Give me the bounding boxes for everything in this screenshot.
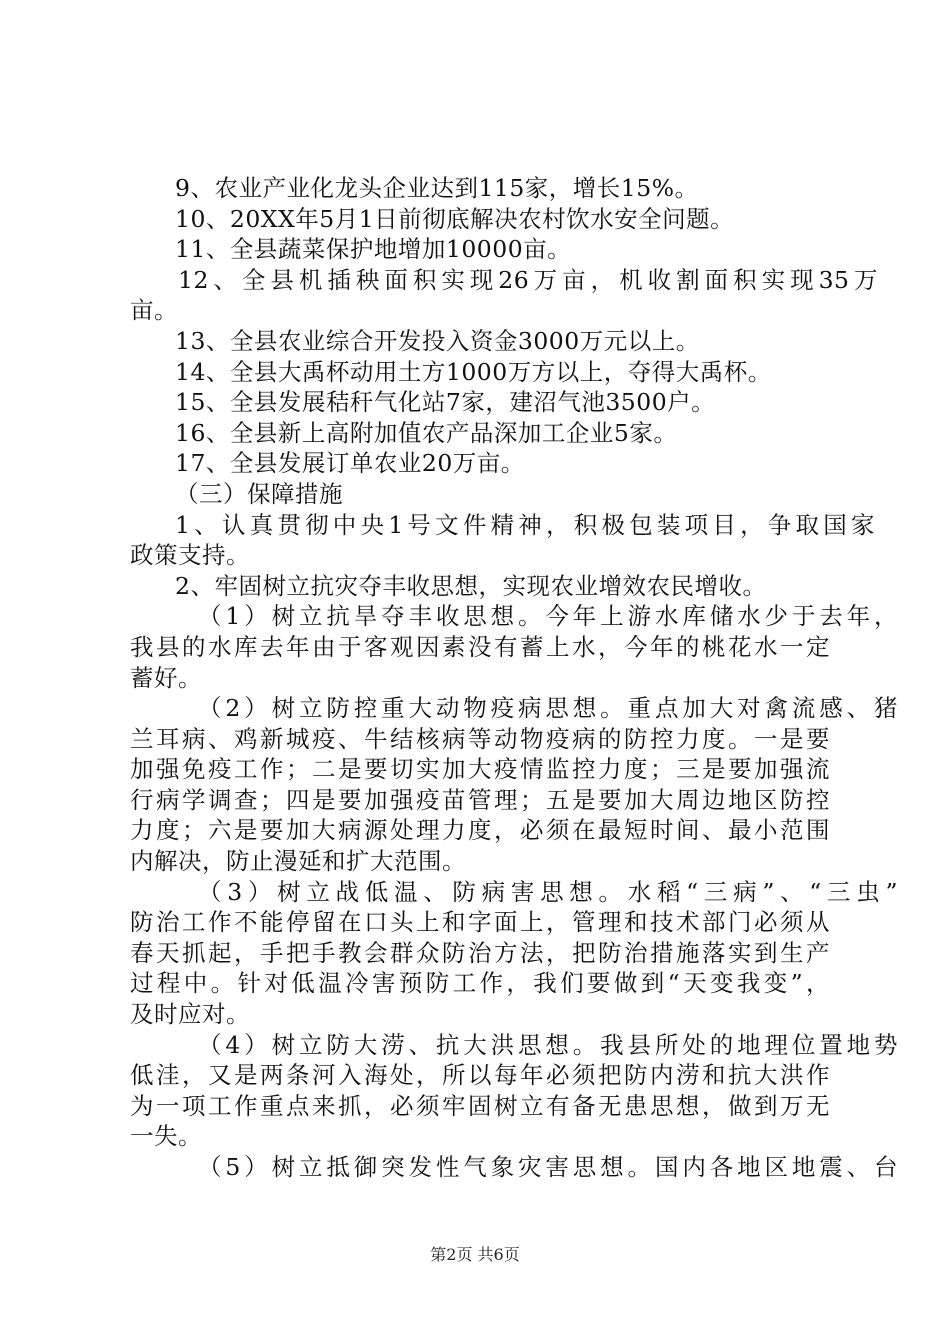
list-item-17: 17、全县发展订单农业20万亩。 xyxy=(175,449,525,478)
list-item-12: 12、全县机插秧面积实现26万亩，机收割面积实现35万 xyxy=(178,265,878,294)
sub-measure-2-line-4: 行病学调查；四是要加强疫苗管理；五是要加大周边地区防控 xyxy=(130,785,830,814)
sub-measure-2-line-2: 兰耳病、鸡新城疫、牛结核病等动物疫病的防控力度。一是要 xyxy=(130,724,830,753)
sub-measure-3-line-4: 过程中。针对低温冷害预防工作，我们要做到“天变我变”， xyxy=(130,969,830,998)
sub-measure-2-line-5: 力度；六是要加大病源处理力度，必须在最短时间、最小范围 xyxy=(130,816,830,845)
list-item-15: 15、全县发展秸秆气化站7家，建沼气池3500户。 xyxy=(175,388,716,417)
sub-measure-3-line-5: 及时应对。 xyxy=(130,1000,250,1029)
sub-measure-3-line-3: 春天抓起，手把手教会群众防治方法，把防治措施落实到生产 xyxy=(130,938,830,967)
sub-measure-1-line-3: 蓄好。 xyxy=(130,663,202,692)
list-item-9: 9、农业产业化龙头企业达到115家，增长15%。 xyxy=(175,174,699,202)
measure-1: 1、认真贯彻中央1号文件精神，积极包装项目，争取国家 xyxy=(175,510,875,539)
sub-measure-4-line-4: 一失。 xyxy=(130,1122,202,1151)
sub-measure-4-line-3: 为一项工作重点来抓，必须牢固树立有备无患思想，做到万无 xyxy=(130,1091,830,1120)
sub-measure-2-line-6: 内解决，防止漫延和扩大范围。 xyxy=(130,847,466,876)
sub-measure-4-line-2: 低洼，又是两条河入海处，所以每年必须把防内涝和抗大洪作 xyxy=(130,1061,830,1090)
list-item-11: 11、全县蔬菜保护地增加10000亩。 xyxy=(175,235,572,264)
sub-measure-2: （2）树立防控重大动物疫病思想。重点加大对禽流感、猪 xyxy=(198,694,898,723)
sub-measure-3: （3）树立战低温、防病害思想。水稻“三病”、“三虫” xyxy=(198,877,898,906)
sub-measure-5: （5）树立抵御突发性气象灾害思想。国内各地区地震、台 xyxy=(198,1153,898,1181)
measure-2: 2、牢固树立抗灾夺丰收思想，实现农业增效农民增收。 xyxy=(175,571,767,600)
page-number: 第2页 共6页 xyxy=(430,1245,520,1264)
list-item-16: 16、全县新上高附加值农产品深加工企业5家。 xyxy=(175,418,678,447)
document-body xyxy=(130,173,898,1183)
page-footer xyxy=(0,1242,950,1265)
sub-measure-3-line-2: 防治工作不能停留在口头上和字面上，管理和技术部门必须从 xyxy=(130,908,830,937)
list-item-12-continued: 亩。 xyxy=(130,296,178,325)
list-item-14: 14、全县大禹杯动用土方1000万方以上，夺得大禹杯。 xyxy=(175,357,772,386)
sub-measure-4: （4）树立防大涝、抗大洪思想。我县所处的地理位置地势 xyxy=(198,1030,898,1059)
sub-measure-1: （1）树立抗旱夺丰收思想。今年上游水库储水少于去年， xyxy=(198,602,898,631)
sub-measure-2-line-3: 加强免疫工作；二是要切实加大疫情监控力度；三是要加强流 xyxy=(130,755,830,784)
list-item-13: 13、全县农业综合开发投入资金3000万元以上。 xyxy=(175,326,700,355)
sub-measure-1-line-2: 我县的水库去年由于客观因素没有蓄上水，今年的桃花水一定 xyxy=(130,632,830,661)
section-heading: （三）保障措施 xyxy=(175,479,343,508)
list-item-10: 10、20XX年5月1日前彻底解决农村饮水安全问题。 xyxy=(175,204,735,233)
measure-1-continued: 政策支持。 xyxy=(130,541,250,570)
